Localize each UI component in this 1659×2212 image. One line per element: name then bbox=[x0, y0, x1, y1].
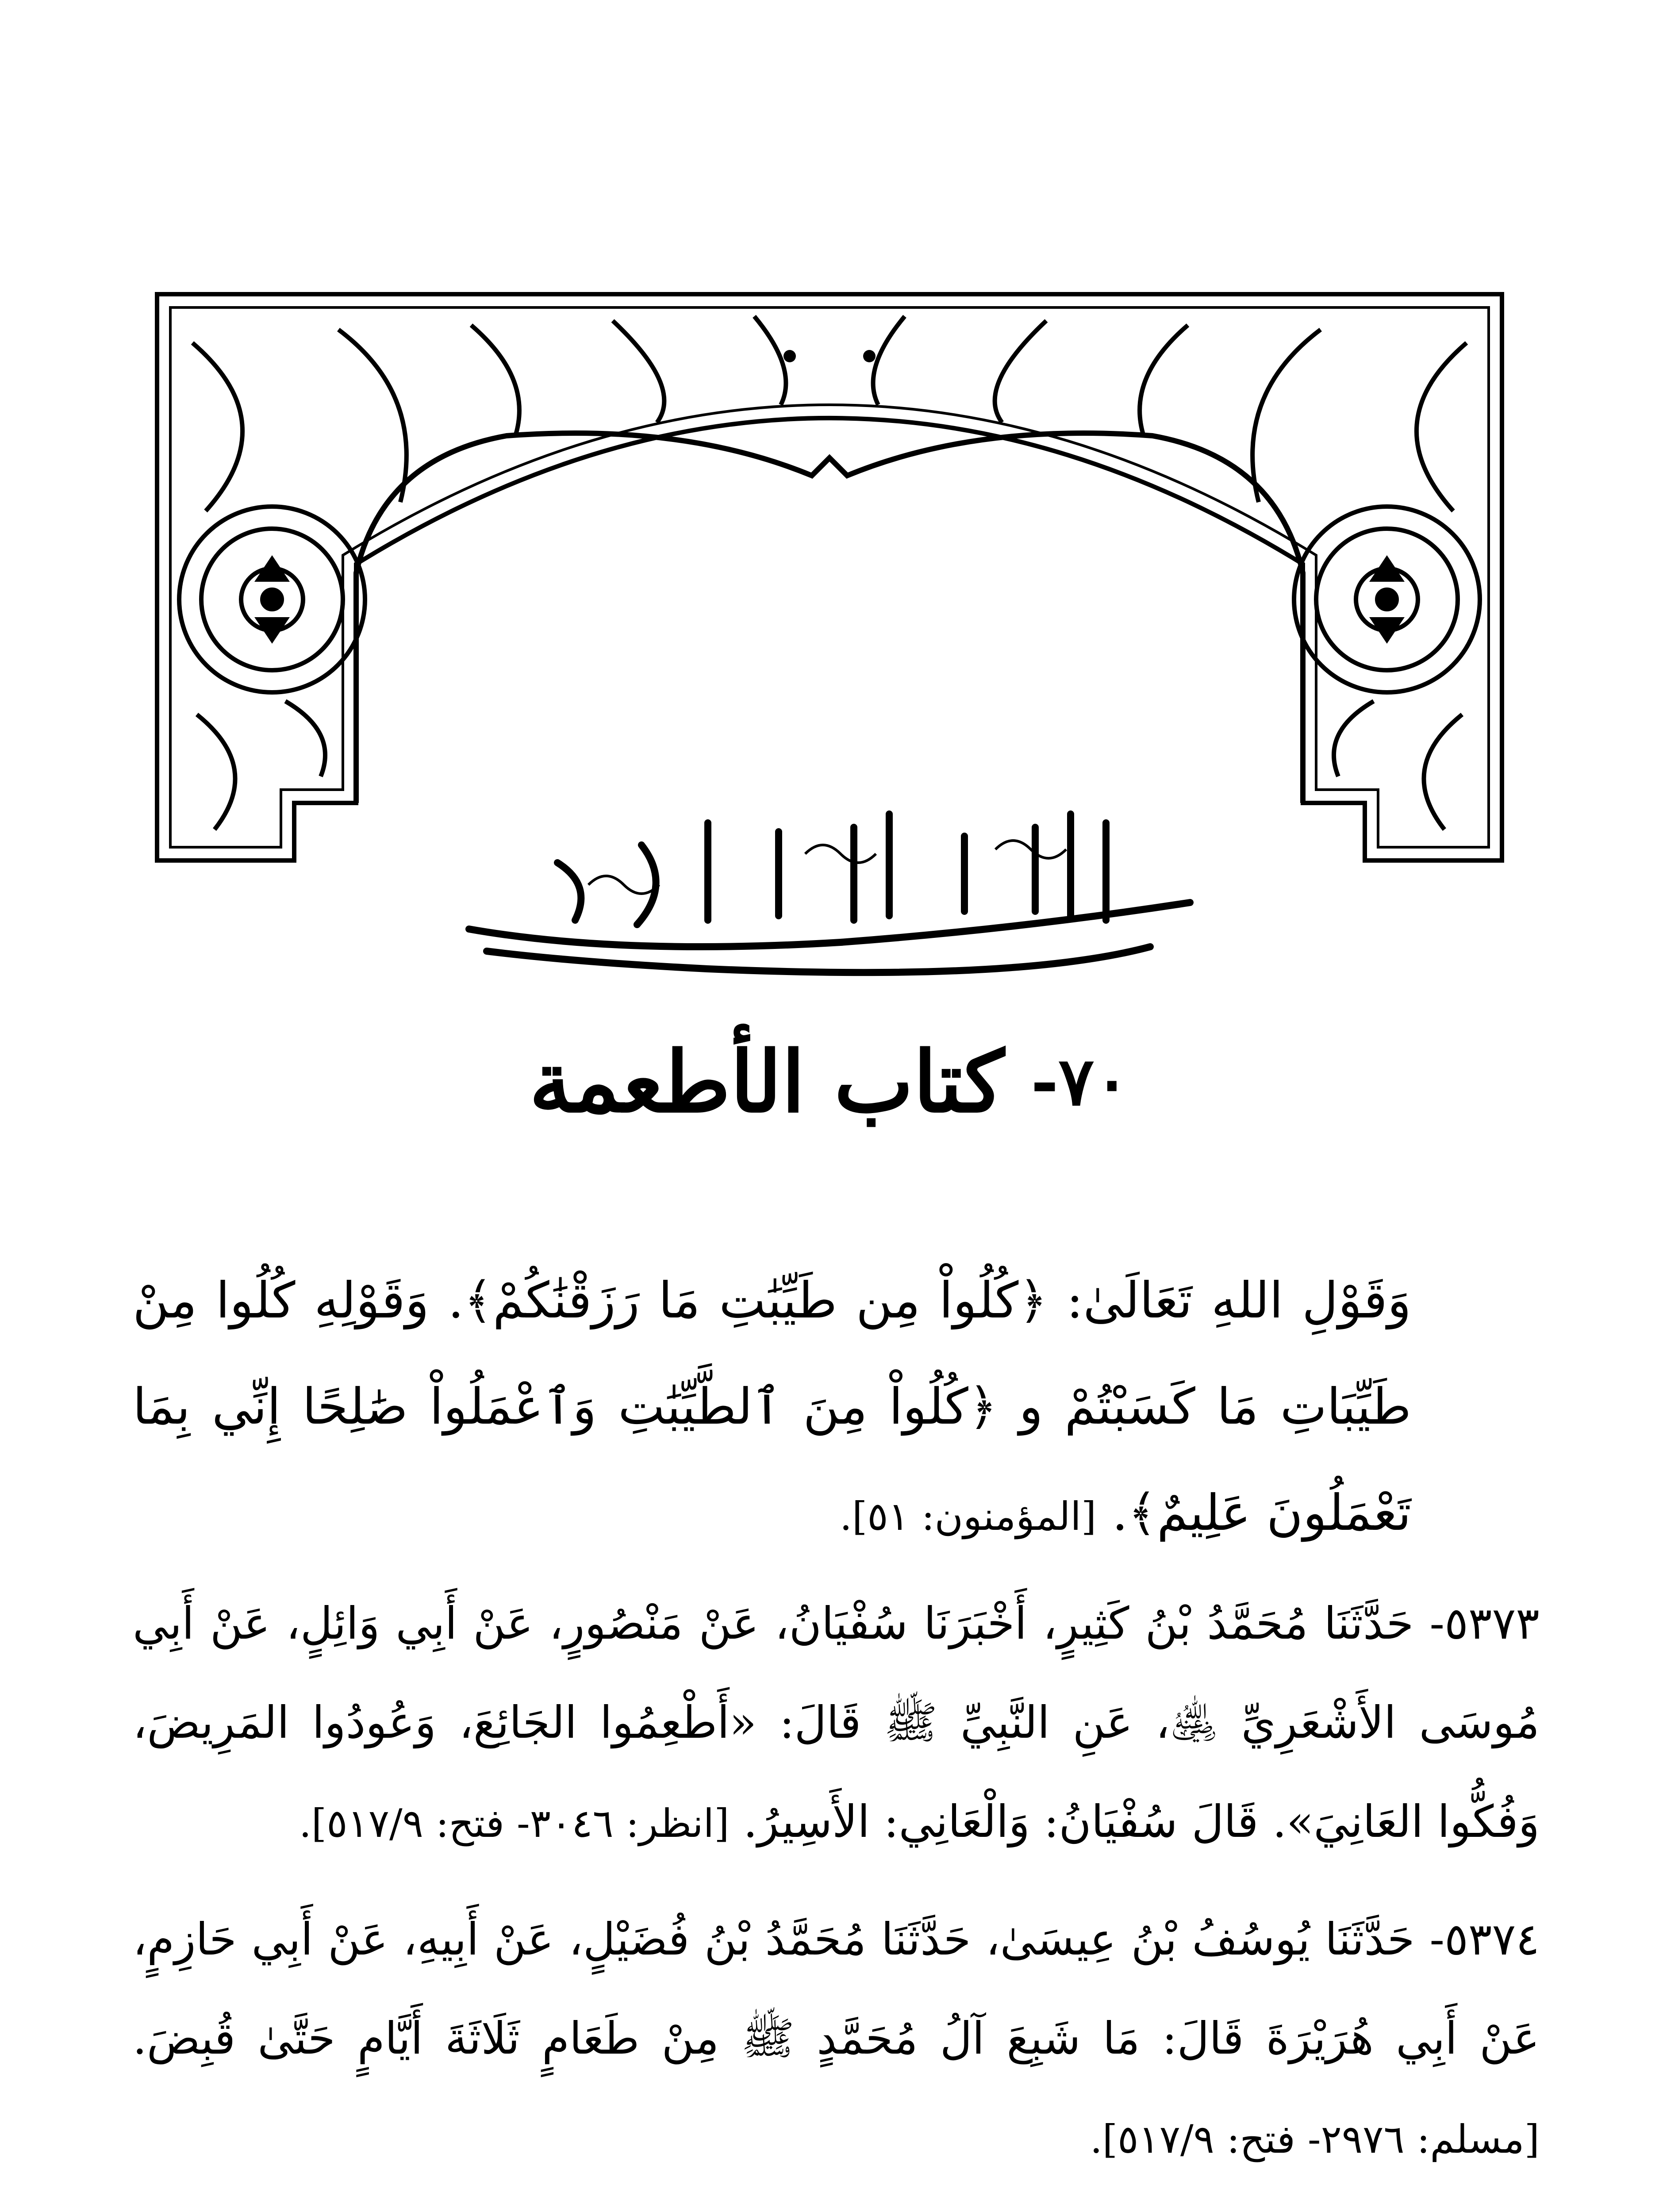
hadith-5375 bbox=[133, 2206, 1540, 2212]
hadith-text: ٥٣٧٣- حَدَّثَنَا مُحَمَّدُ بْنُ كَثِيرٍ، أَخْبَرَنَا سُفْيَانُ، عَنْ مَنْصُورٍ، عَنْ أَبِي وَائِلٍ، عَنْ أَبِي مُوسَى الأَشْعَرِيِّ ﵁، عَنِ النَّبِيِّ ﷺ قَالَ: «أَطْعِمُوا الجَائِعَ، وَعُودُوا المَرِيضَ، وَفُكُّوا العَانِيَ». قَالَ سُفْيَانُ: وَالْعَانِي: الأَسِيرُ. bbox=[133, 1598, 1540, 1847]
book-heading bbox=[529, 1009, 1130, 1155]
hadith-text: ٥٣٧٤- حَدَّثَنَا يُوسُفُ بْنُ عِيسَىٰ، حَدَّثَنَا مُحَمَّدُ بْنُ فُضَيْلٍ، عَنْ أَبِيهِ، عَنْ أَبِي حَازِمٍ، عَنْ أَبِي هُرَيْرَةَ قَالَ: مَا شَبِعَ آلُ مُحَمَّدٍ ﷺ مِنْ طَعَامٍ ثَلَاثَةَ أَيَّامٍ حَتَّىٰ قُبِضَ. bbox=[133, 1913, 1540, 2064]
book-number: -٧٠ bbox=[1031, 1043, 1130, 1121]
intro-reference: [المؤمنون: ٥١]. bbox=[840, 1494, 1097, 1539]
divider bbox=[133, 2189, 1540, 2201]
main-text bbox=[133, 1248, 1540, 2212]
hadith-reference: [مسلم: ٢٩٧٦- فتح: ٥١٧/٩]. bbox=[1090, 2116, 1540, 2162]
intro-paragraph bbox=[133, 1248, 1540, 1570]
hadith-reference: [انظر: ٣٠٤٦- فتح: ٥١٧/٩]. bbox=[299, 1801, 730, 1846]
book-title: كتاب الأطعمة bbox=[529, 1032, 1005, 1131]
ornamental-frame bbox=[153, 290, 1506, 865]
divider bbox=[133, 1873, 1540, 1886]
hadith-5374 bbox=[133, 1890, 1540, 2189]
basmala-calligraphy bbox=[442, 796, 1217, 995]
hadith-5373 bbox=[133, 1574, 1540, 1873]
intro-text: وَقَوْلِ اللهِ تَعَالَىٰ: ﴿كُلُواْ مِن طَيِّبَٰتِ مَا رَزَقْنَٰكُمْ﴾. وَقَوْلِهِ كُلُوا مِنْ طَيِّبَاتِ مَا كَسَبْتُمْ و ﴿كُلُواْ مِنَ ٱلطَّيِّبَٰتِ وَٱعْمَلُواْ صَٰلِحًا إِنِّي بِمَا تَعْمَلُونَ عَلِيمٌ﴾. bbox=[133, 1272, 1411, 1542]
